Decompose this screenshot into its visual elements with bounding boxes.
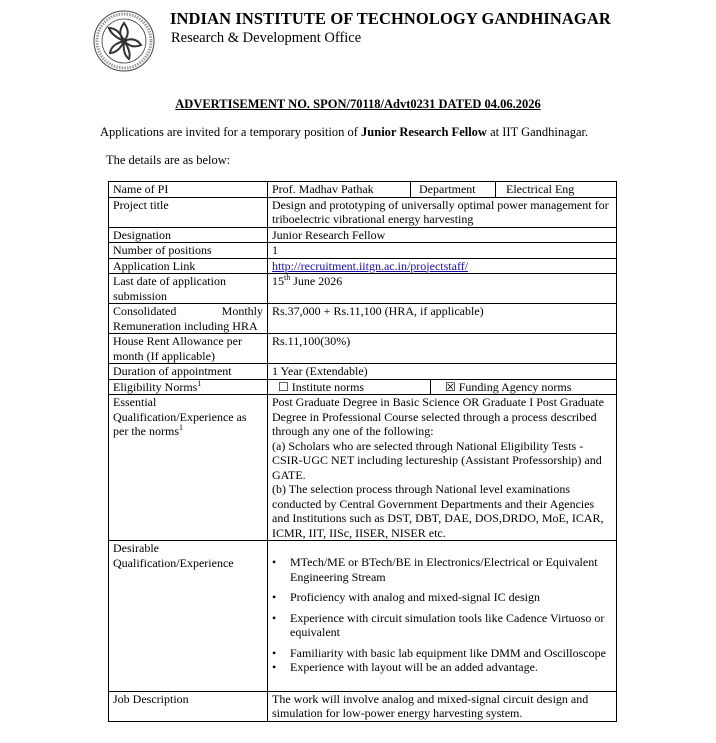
- value-pi: [268, 182, 617, 198]
- value-job: The work will involve analog and mixed-signal circuit design and simulation for low-power energy harvesting system.: [268, 691, 617, 721]
- value-hra: Rs.11,100(30%): [268, 334, 617, 364]
- last-date-day: 15: [272, 274, 284, 288]
- essential-p2: (a) Scholars who are selected through National Eligibility Tests - CSIR-UGC NET including lectureship (Assistant Professorship) and GATE.: [272, 438, 602, 482]
- label-app-link: Application Link: [109, 258, 268, 274]
- label-eligibility-cell: [109, 379, 268, 395]
- label-project-title: Project title: [109, 197, 268, 227]
- row-last-date: [109, 274, 617, 304]
- iitgn-logo: [93, 10, 155, 72]
- row-job: [109, 691, 617, 721]
- value-last-date: [268, 274, 617, 304]
- desirable-item: • Familiarity with basic lab equipment like DMM and Oscilloscope: [272, 646, 612, 661]
- application-link[interactable]: http://recruitment.iitgn.ac.in/projectstaff/: [272, 258, 469, 273]
- label-job: Job Description: [109, 691, 268, 721]
- desirable-item: • Experience with circuit simulation tools like Cadence Virtuoso or equivalent: [272, 611, 612, 640]
- intro-after: at IIT Gandhinagar.: [486, 125, 589, 139]
- row-app-link: [109, 258, 617, 274]
- label-designation: Designation: [109, 227, 268, 243]
- row-pi: [109, 182, 617, 198]
- advertisement-number: ADVERTISEMENT NO. SPON/70118/Advt0231 DATED 04.06.2026: [175, 97, 541, 111]
- details-table: [108, 181, 617, 722]
- row-desirable: [109, 541, 617, 692]
- last-date-rest: June 2026: [290, 274, 343, 288]
- eligibility-institute-checkbox[interactable]: ☐ Institute norms: [278, 379, 365, 394]
- label-eligibility: Eligibility Norms: [113, 379, 198, 394]
- intro-text: [100, 125, 588, 140]
- value-designation: Junior Research Fellow: [268, 227, 617, 243]
- desirable-item: • MTech/ME or BTech/BE in Electronics/Electrical or Equivalent Engineering Stream: [272, 555, 612, 584]
- pi-name: Prof. Madhav Pathak: [272, 182, 374, 196]
- desirable-item: • Experience with layout will be an added advantage.: [272, 660, 612, 675]
- label-pi: Name of PI: [109, 182, 268, 198]
- label-last-date: Last date of application submission: [109, 274, 268, 304]
- row-designation: [109, 227, 617, 243]
- row-remuneration: [109, 304, 617, 334]
- essential-p1: Post Graduate Degree in Basic Science OR Graduate I Post Graduate Degree in Professional Course selected through a process described through any one of the following:: [272, 395, 604, 438]
- label-essential: Essential Qualification/Experience as per the norms: [113, 395, 247, 438]
- eligibility-funding-checkbox[interactable]: ☒ Funding Agency norms: [430, 380, 616, 395]
- desirable-list: [272, 555, 612, 675]
- pi-dept-label: Department: [410, 182, 496, 197]
- value-eligibility: [268, 379, 617, 395]
- row-positions: [109, 243, 617, 259]
- pi-dept-value: Electrical Eng: [506, 182, 575, 196]
- office-name: Research & Development Office: [171, 30, 362, 46]
- value-positions: 1: [268, 243, 617, 259]
- row-hra: [109, 334, 617, 364]
- value-desirable: [268, 541, 617, 692]
- value-duration: 1 Year (Extendable): [268, 364, 617, 380]
- essential-p3: (b) The selection process through National level examinations conducted by Central Government Departments and their Agencies and Institutions such as DST, DBT, DAE, DOS,DRDO, MoE, ICAR, ICMR, IIT, IISc, IISER, NISER etc.: [272, 482, 604, 540]
- intro-position: Junior Research Fellow: [361, 125, 487, 139]
- row-duration: [109, 364, 617, 380]
- last-date-suffix: th: [284, 273, 291, 282]
- label-remuneration: Consolidated Monthly Remuneration including HRA: [109, 304, 268, 334]
- value-essential: [268, 395, 617, 541]
- label-essential-cell: [109, 395, 268, 541]
- label-duration: Duration of appointment: [109, 364, 268, 380]
- row-essential: [109, 395, 617, 541]
- essential-sup: 1: [178, 423, 183, 432]
- eligibility-sup: 1: [197, 378, 202, 388]
- row-eligibility: [109, 379, 617, 395]
- intro-before: Applications are invited for a temporary position of: [100, 125, 362, 139]
- label-desirable: Desirable Qualification/Experience: [109, 541, 268, 692]
- value-project-title: Design and prototyping of universally optimal power management for triboelectric vibrational energy harvesting: [268, 197, 617, 227]
- value-remuneration: Rs.37,000 + Rs.11,100 (HRA, if applicable): [268, 304, 617, 334]
- desirable-item: • Proficiency with analog and mixed-signal IC design: [272, 590, 612, 605]
- details-line: The details are as below:: [106, 153, 231, 167]
- label-hra: House Rent Allowance per month (If applicable): [109, 334, 268, 364]
- row-project-title: [109, 197, 617, 227]
- institute-name: INDIAN INSTITUTE OF TECHNOLOGY GANDHINAGAR: [170, 9, 611, 28]
- value-app-link-cell: [268, 258, 617, 274]
- label-positions: Number of positions: [109, 243, 268, 259]
